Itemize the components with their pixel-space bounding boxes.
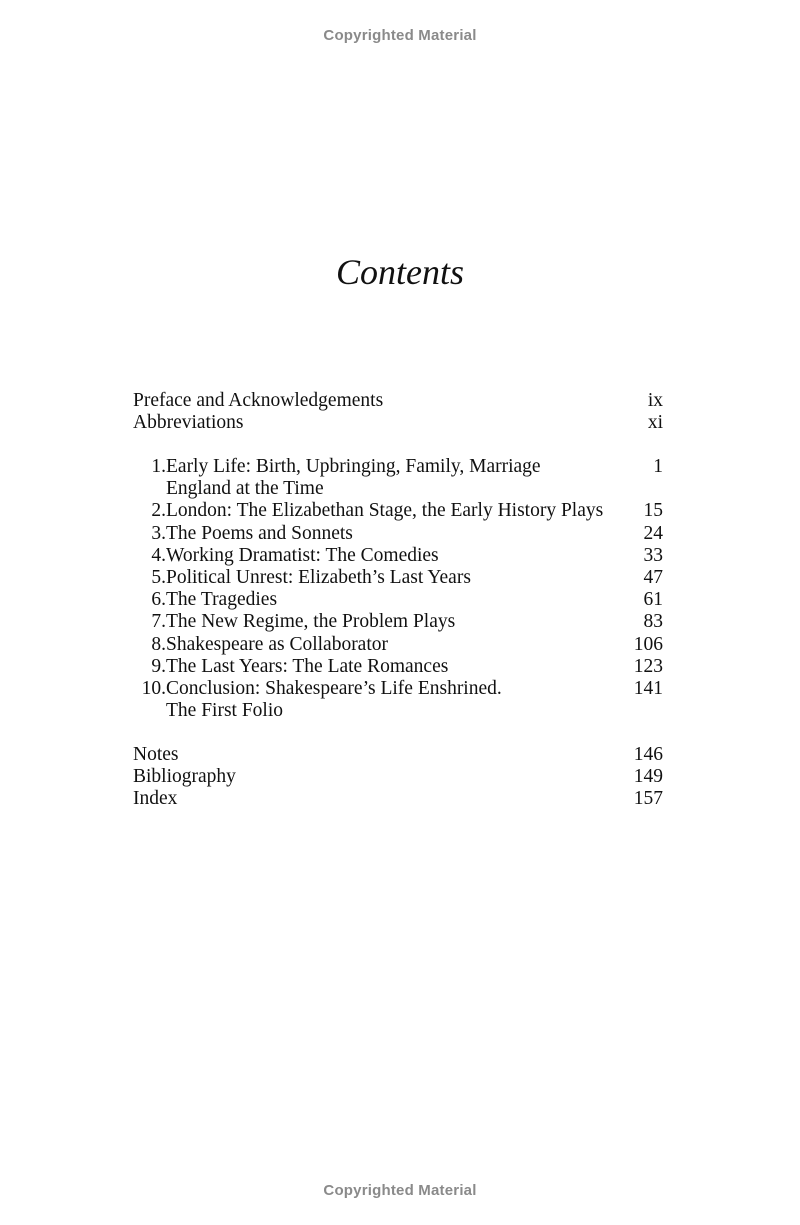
chapter-number: 1. xyxy=(151,456,166,477)
chapter-title xyxy=(166,656,623,678)
toc-chapter-10[interactable] xyxy=(133,678,663,722)
toc-entry-index[interactable] xyxy=(133,788,663,810)
chapter-page: 1 xyxy=(653,456,663,477)
toc-chapter-9[interactable] xyxy=(133,656,663,678)
toc-chapter-7[interactable] xyxy=(133,611,663,633)
toc-entry-page: ix xyxy=(647,390,663,411)
chapter-title-line: England at the Time xyxy=(166,478,324,500)
toc-chapter-3[interactable] xyxy=(133,523,663,545)
toc-entry-page: 149 xyxy=(633,766,663,788)
chapter-title xyxy=(166,589,623,611)
chapter-title-line: Shakespeare as Collaborator xyxy=(166,633,389,655)
chapter-title-line: The Poems and Sonnets xyxy=(166,522,353,544)
toc-entry-label: Notes xyxy=(133,744,179,765)
chapter-page: 33 xyxy=(643,544,663,566)
chapter-title xyxy=(166,523,623,545)
toc-chapter-1[interactable] xyxy=(133,456,663,500)
chapter-number: 10. xyxy=(141,678,166,700)
chapter-number: 6. xyxy=(151,589,166,611)
toc-chapter-6[interactable] xyxy=(133,589,663,611)
toc-entry-label: Abbreviations xyxy=(133,412,244,434)
chapter-title-line: Working Dramatist: The Comedies xyxy=(166,544,439,566)
chapter-number: 8. xyxy=(151,633,166,655)
chapter-page: 61 xyxy=(643,589,663,611)
chapter-title xyxy=(166,545,623,567)
toc-entry-notes[interactable] xyxy=(133,744,663,766)
chapter-title xyxy=(166,678,623,722)
watermark-bottom: Copyrighted Material xyxy=(323,1182,477,1199)
chapter-title xyxy=(166,611,623,633)
chapter-page: 15 xyxy=(643,500,663,522)
watermark-top: Copyrighted Material xyxy=(323,27,477,44)
toc-entry-bibliography[interactable] xyxy=(133,766,663,788)
chapter-title-line: Early Life: Birth, Upbringing, Family, Marriage xyxy=(166,456,541,477)
chapter-title-line: The First Folio xyxy=(166,700,284,722)
chapter-title-line: Political Unrest: Elizabeth’s Last Years xyxy=(166,567,471,589)
toc-entry-page: 157 xyxy=(633,788,663,810)
chapter-number: 2. xyxy=(151,500,166,522)
chapter-title-line: The Last Years: The Late Romances xyxy=(166,655,449,677)
chapter-title xyxy=(166,634,623,656)
toc-chapter-2[interactable] xyxy=(133,500,663,522)
chapter-page: 106 xyxy=(633,633,663,655)
toc-entry-page: xi xyxy=(647,412,663,434)
toc-entry-preface[interactable] xyxy=(133,390,663,412)
toc-chapter-8[interactable] xyxy=(133,634,663,656)
toc-back-matter xyxy=(133,744,663,811)
toc-front-matter xyxy=(133,390,663,434)
toc-entry-abbreviations[interactable] xyxy=(133,412,663,434)
toc-chapter-4[interactable] xyxy=(133,545,663,567)
chapter-page: 47 xyxy=(643,567,663,589)
chapter-title-line: London: The Elizabethan Stage, the Early History Plays xyxy=(166,500,604,522)
toc-entry-page: 146 xyxy=(633,744,663,765)
toc-entry-label: Bibliography xyxy=(133,766,236,788)
chapter-page: 83 xyxy=(643,611,663,633)
chapter-page: 141 xyxy=(633,678,663,700)
chapter-page: 24 xyxy=(643,522,663,544)
chapter-number: 9. xyxy=(151,655,166,677)
toc-chapter-5[interactable] xyxy=(133,567,663,589)
chapter-number: 7. xyxy=(151,611,166,633)
chapter-number: 3. xyxy=(151,522,166,544)
toc-chapters xyxy=(133,456,663,722)
chapter-title-line: Conclusion: Shakespeare’s Life Enshrined. xyxy=(166,678,502,700)
chapter-title-line: The Tragedies xyxy=(166,589,278,611)
chapter-number: 5. xyxy=(151,567,166,589)
chapter-title xyxy=(166,456,623,500)
toc-entry-label: Index xyxy=(133,788,178,810)
page-title: Contents xyxy=(335,252,464,292)
chapter-title xyxy=(166,567,623,589)
chapter-title-line: The New Regime, the Problem Plays xyxy=(166,611,456,633)
chapter-title xyxy=(166,500,623,522)
chapter-number: 4. xyxy=(151,544,166,566)
toc-entry-label: Preface and Acknowledgements xyxy=(133,390,384,411)
chapter-page: 123 xyxy=(633,655,663,677)
